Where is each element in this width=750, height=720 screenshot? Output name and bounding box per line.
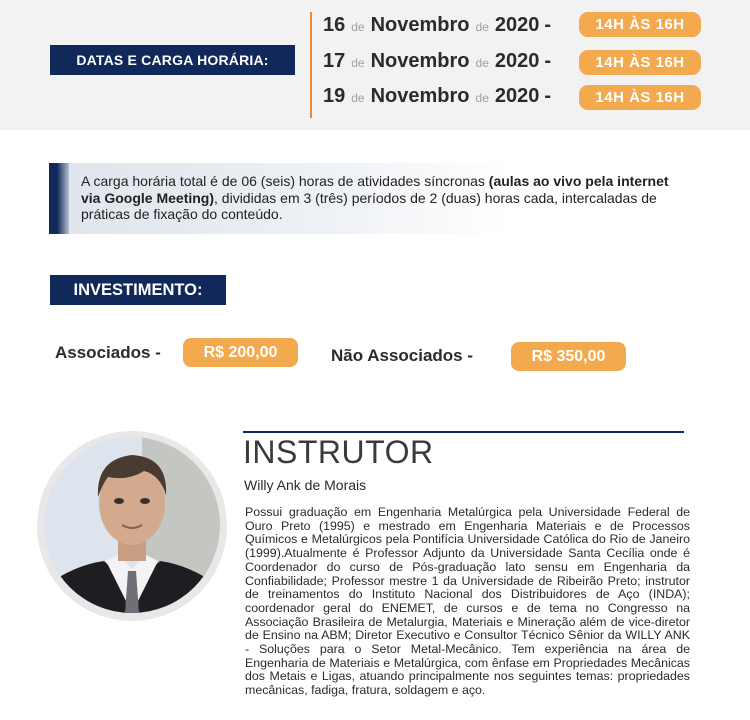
time-badge: 14H ÀS 16H xyxy=(579,85,701,110)
date-separator: - xyxy=(544,49,552,72)
workload-text-part1: A carga horária total é de 06 (seis) horas de atividades síncronas xyxy=(81,173,489,189)
instructor-avatar xyxy=(44,437,220,613)
date-de: de xyxy=(475,91,489,105)
date-de: de xyxy=(475,20,489,34)
date-de: de xyxy=(351,20,365,34)
date-day: 16 xyxy=(323,13,346,36)
workload-accent-bar xyxy=(49,163,69,234)
workload-text-part2: , divididas em 3 (três) períodos de 2 (duas) horas cada, intercaladas de práticas de fixação do conteúdo. xyxy=(81,189,657,222)
date-day: 17 xyxy=(323,49,346,72)
schedule-label: DATAS E CARGA HORÁRIA: xyxy=(50,45,295,75)
date-year: 2020 xyxy=(494,13,540,36)
investment-label: INVESTIMENTO: xyxy=(50,275,226,305)
instructor-name: Willy Ank de Morais xyxy=(244,477,367,493)
instructor-divider xyxy=(243,431,684,433)
workload-text-bold: (aulas ao vivo pela internet via Google Meeting) xyxy=(81,173,669,206)
date-de: de xyxy=(351,91,365,105)
date-de: de xyxy=(351,56,365,70)
nonmembers-price-badge: R$ 350,00 xyxy=(511,342,626,371)
instructor-bio: Possui graduação em Engenharia Metalúrgica pela Universidade Federal de Ouro Preto (1995) e mestrado em Engenharia Materiais e de Processos Químicos e Metalúrgicos pela Pontifícia Universidade Católica do Rio de Janeiro (1999).Atualmente é Professor Adjunto da Universidade Santa Cecília onde é Coordenador do curso de Pós-graduação lato sensu em Engenharia da Confiabilidade; Professor mestre 1 da Universidade de Ribeirão Preto; instrutor de treinamentos do Instituto Nacional dos Distribuidores de Aço (INDA); coordenador geral do ENEMET, de cursos e de tema no Congresso na Associação Brasileira de Metalurgia, Materiais e Mineração além de vice-diretor de Ensino na ABM; Diretor Executivo e Consultor Técnico Sênior da WILLY ANK - Soluções para o Setor Metal-Mecânico. Tem experiência na área de Engenharia de Materiais e Metalúrgica, com ênfase em Propriedades Mecânicas dos Metais e Ligas, atuando principalmente nos seguintes temas: propriedades mecânicas, fadiga, fratura, soldagem e aço. xyxy=(245,505,690,698)
nonmembers-label: Não Associados - xyxy=(331,346,474,365)
date-separator: - xyxy=(544,13,552,36)
date-row xyxy=(323,82,551,110)
date-row xyxy=(323,47,551,75)
members-price-badge: R$ 200,00 xyxy=(183,338,298,367)
time-badge: 14H ÀS 16H xyxy=(579,12,701,37)
date-day: 19 xyxy=(323,84,346,107)
members-label: Associados - xyxy=(55,343,161,362)
date-row xyxy=(323,11,551,39)
date-month: Novembro xyxy=(370,13,470,36)
date-de: de xyxy=(475,56,489,70)
workload-text xyxy=(81,173,691,223)
date-month: Novembro xyxy=(370,84,470,107)
instructor-photo-icon xyxy=(44,437,220,613)
date-year: 2020 xyxy=(494,84,540,107)
instructor-title: INSTRUTOR xyxy=(243,434,434,470)
date-year: 2020 xyxy=(494,49,540,72)
time-badge: 14H ÀS 16H xyxy=(579,50,701,75)
date-month: Novembro xyxy=(370,49,470,72)
date-separator: - xyxy=(544,84,552,107)
schedule-divider xyxy=(310,12,312,118)
